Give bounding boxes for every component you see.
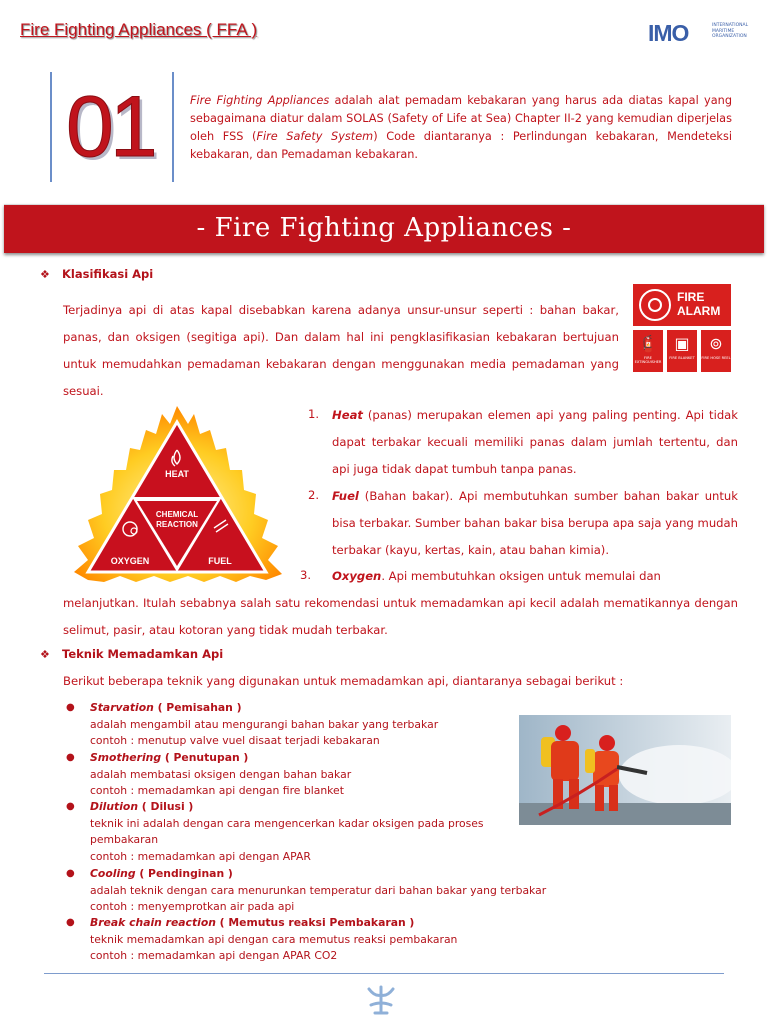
bullet-icon: ● [66,752,75,763]
imo-logo-text: IMO [648,20,689,46]
technique-smothering: Smothering ( Penutupan ) adalah membatasi oksigen dengan bahan bakar contoh : memadamkan api dengan fire blanket [90,751,352,797]
imo-logo-subtext: INTERNATIONAL MARITIME ORGANIZATION [712,23,749,39]
technique-dilution: Dilution ( Dilusi ) teknik ini adalah dengan cara mengencerkan kadar oksigen pada proses pembakaran contoh : memadamkan api dengan APAR [90,800,484,863]
fire-extinguisher-icon: 🧯 [638,334,658,353]
list-number-3: 3. [300,568,312,582]
banner-title: - Fire Fighting Appliances - [196,213,572,243]
technique-break-chain-reaction: Break chain reaction ( Memutus reaksi Pembakaran ) teknik memadamkan api dengan cara memutus reaksi pembakaran contoh : memadamkan api dengan APAR CO2 [90,916,458,962]
fire-alarm-panel: FIRE ALARM [633,284,731,326]
footer-emblem-icon [361,983,401,1017]
list-item-fuel: Fuel (Bahan bakar). Api membutuhkan sumber bahan bakar untuk bisa terbakar. Sumber bahan bakar bisa berupa apa saja yang mudah terbakar (kayu, kertas, kain, atau bahan kimia). [332,489,738,557]
heading-teknik: ❖ Teknik Memadamkan Api [40,647,224,661]
list-item-heat: Heat (panas) merupakan elemen api yang paling penting. Api tidak dapat terbakar kecuali memiliki panas dalam jumlah tertentu, dan api juga tidak dapat tumbuh tanpa panas. [332,408,738,476]
intro-paragraph: Fire Fighting Appliances adalah alat pemadam kebakaran yang harus ada diatas kapal yang sebagaimana diatur dalam SOLAS (Safety of Life at Sea) Chapter II-2 yang kemudian diperjelas oleh FSS (Fire Safety System) Code diantaranya : Perlindungan kebakaran, Mendeteksi kebakaran, dan Pemadaman kebakaran. [190,94,732,161]
bullet-icon: ● [66,917,75,928]
heading-klasifikasi: ❖ Klasifikasi Api [40,267,154,281]
bullet-icon: ● [66,702,75,713]
imo-logo [648,20,748,46]
triangle-label-fuel: FUEL [208,556,232,566]
fire-hose-reel-icon: ⊚ [709,334,723,353]
fire-blanket-tile: ▣ FIRE BLANKET [667,330,697,372]
triangle-label-reaction: REACTION [156,520,198,529]
bullet-icon: ● [66,801,75,812]
technique-starvation: Starvation ( Pemisahan ) adalah mengambil atau mengurangi bahan bakar yang terbakar contoh : menutup valve vuel disaat terjadi kebakaran [90,701,439,747]
footer-rule [44,973,724,974]
section-banner [4,204,764,253]
triangle-label-heat: HEAT [165,469,189,479]
triangle-label-oxygen: OXYGEN [110,556,150,566]
fire-extinguisher-tile: 🧯 FIRE EXTINGUISHER [633,330,663,372]
divider-line-left [50,72,52,182]
teknik-intro: Berikut beberapa teknik yang digunakan untuk memadamkan api, diantaranya sebagai berikut : [63,674,624,688]
diamond-bullet-icon: ❖ [40,268,50,281]
klasifikasi-paragraph: Terjadinya api di atas kapal disebabkan karena adanya unsur-unsur seperti : bahan bakar, panas, dan oksigen (segitiga api). Dan dalam hal ini pengklasifikasian kebakaran bertujuan untuk memudahkan pemadaman kebakaran dengan menggunakan media pemadaman yang sesuai. [63,303,619,398]
page-header-title: Fire Fighting Appliances ( FFA ) [20,20,258,39]
alarm-bell-icon [639,289,671,321]
fire-blanket-icon: ▣ [674,334,690,353]
list-number-2: 2. [308,488,320,502]
deck [519,803,731,825]
list-number-1: 1. [308,407,320,421]
fire-hose-reel-tile: ⊚ FIRE HOSE REEL [701,330,731,372]
section-number: 01 [66,79,154,175]
list-item-oxygen: Oxygen. Api membutuhkan oksigen untuk memulai dan [332,569,661,583]
technique-cooling: Cooling ( Pendinginan ) adalah teknik dengan cara menurunkan temperatur dari bahan bakar yang terbakar contoh : menyemprotkan air pada api [90,867,547,913]
helmet-2 [599,735,615,751]
list-item-oxygen-continued: melanjutkan. Itulah sebabnya salah satu rekomendasi untuk memadamkan api kecil adalah mematikannya dengan selimut, pasir, atau kotoran yang tidak mudah terbakar. [63,596,738,637]
helmet-1 [555,725,571,741]
fire-alarm-sign [633,284,731,372]
bullet-icon: ● [66,868,75,879]
diamond-bullet-icon: ❖ [40,648,50,661]
firefighters-photo [519,715,731,825]
fire-triangle-diagram [70,404,284,586]
triangle-label-chemical: CHEMICAL [155,510,199,519]
divider-line-right [172,72,174,182]
